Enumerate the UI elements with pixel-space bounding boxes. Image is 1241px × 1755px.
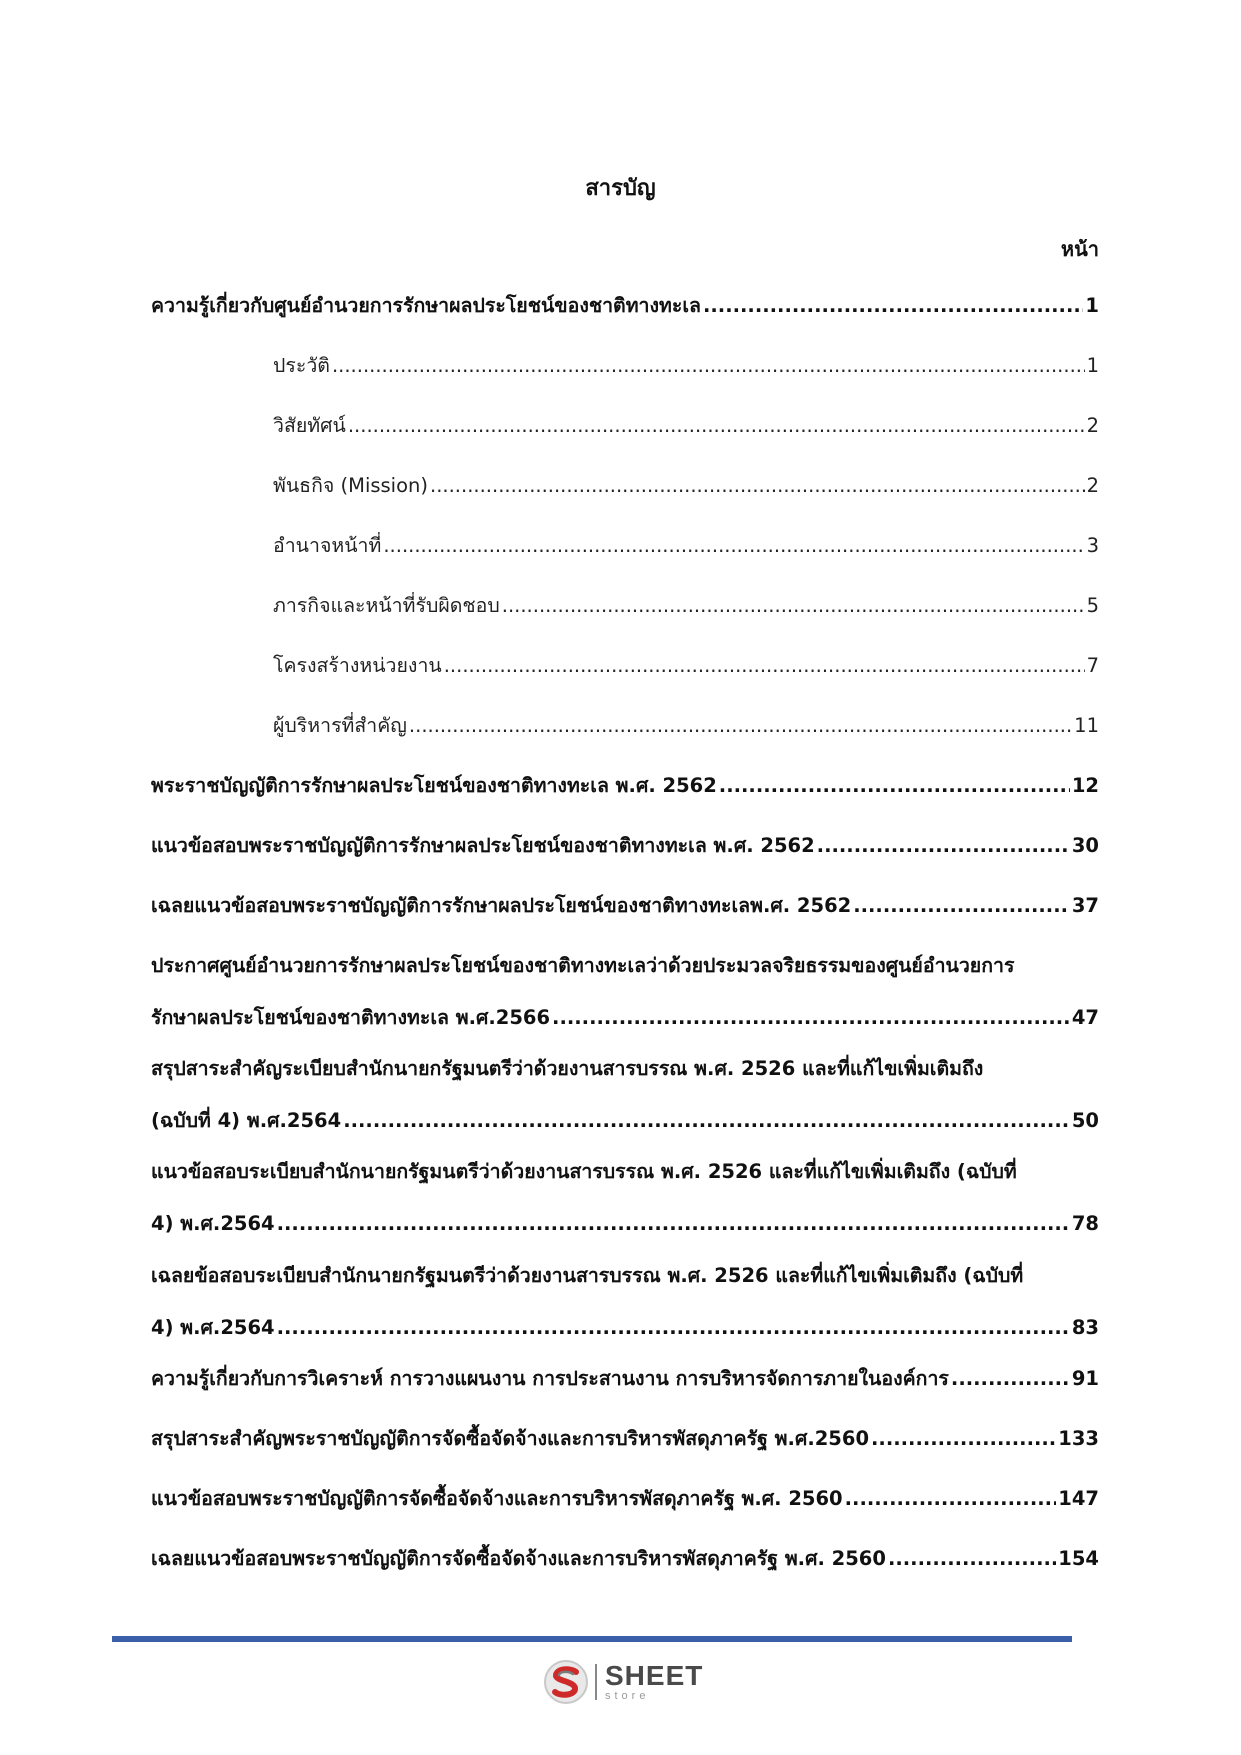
toc-entry-page: 50 bbox=[1071, 1109, 1099, 1132]
dot-leader bbox=[277, 1302, 1070, 1354]
toc-entry-text: แนวข้อสอบระเบียบสำนักนายกรัฐมนตรีว่าด้วยงานสารบรรณ พ.ศ. 2526 และที่แก้ไขเพิ่มเติมถึง (ฉบับที่ bbox=[151, 1160, 1017, 1183]
toc-entry-text: ผู้บริหารที่สำคัญ bbox=[273, 714, 407, 737]
toc-subentry[interactable] bbox=[273, 520, 1099, 572]
toc-entry-page: 47 bbox=[1071, 1006, 1099, 1029]
toc-entry-text: สรุปสาระสำคัญพระราชบัญญัติการจัดซื้อจัดจ้างและการบริหารพัสดุภาครัฐ พ.ศ.2560 bbox=[151, 1427, 870, 1450]
dot-leader bbox=[277, 1198, 1070, 1250]
dot-leader bbox=[430, 460, 1085, 512]
dot-leader bbox=[552, 992, 1070, 1044]
toc-entry[interactable] bbox=[151, 1413, 1099, 1465]
toc-entry-page: 3 bbox=[1086, 534, 1099, 557]
toc-entry-text: สรุปสาระสำคัญระเบียบสำนักนายกรัฐมนตรีว่าด้วยงานสารบรรณ พ.ศ. 2526 และที่แก้ไขเพิ่มเติมถึง bbox=[151, 1057, 984, 1080]
dot-leader bbox=[348, 400, 1085, 452]
dot-leader bbox=[888, 1533, 1056, 1585]
sheet-store-s-icon bbox=[543, 1659, 589, 1705]
toc-entry[interactable] bbox=[151, 1473, 1099, 1525]
dot-leader bbox=[719, 760, 1070, 812]
toc-subentry[interactable] bbox=[273, 340, 1099, 392]
brand-word: SHEET bbox=[605, 1660, 704, 1691]
toc-entry-text: 4) พ.ศ.2564 bbox=[151, 1212, 275, 1235]
toc-entry-text: พันธกิจ (Mission) bbox=[273, 474, 429, 497]
toc-entry-page: 147 bbox=[1058, 1487, 1099, 1510]
toc-entry[interactable] bbox=[151, 1146, 1099, 1250]
toc-entry-text: 4) พ.ศ.2564 bbox=[151, 1316, 275, 1339]
toc-entry-text: ความรู้เกี่ยวกับการวิเคราะห์ การวางแผนงาน การประสานงาน การบริหารจัดการภายในองค์การ bbox=[151, 1367, 949, 1390]
toc-entry-text: อำนาจหน้าที่ bbox=[273, 534, 382, 557]
toc-entry-text: ความรู้เกี่ยวกับศูนย์อำนวยการรักษาผลประโยชน์ของชาติทางทะเล bbox=[151, 294, 701, 317]
page-title: สารบัญ bbox=[585, 176, 656, 201]
dot-leader bbox=[444, 640, 1085, 692]
toc-entry[interactable] bbox=[151, 1250, 1099, 1354]
dot-leader bbox=[845, 1473, 1057, 1525]
toc-entry-page: 12 bbox=[1071, 774, 1099, 797]
toc-entry-text: เฉลยข้อสอบระเบียบสำนักนายกรัฐมนตรีว่าด้วยงานสารบรรณ พ.ศ. 2526 และที่แก้ไขเพิ่มเติมถึง (ฉบับที่ bbox=[151, 1264, 1024, 1287]
toc-entry-page: 37 bbox=[1071, 894, 1099, 917]
toc-entry[interactable] bbox=[151, 1533, 1099, 1585]
dot-leader bbox=[332, 340, 1085, 392]
toc-entry-text: ประกาศศูนย์อำนวยการรักษาผลประโยชน์ของชาติทางทะเลว่าด้วยประมวลจริยธรรมของศูนย์อำนวยการ bbox=[151, 954, 1015, 977]
sheet-store-logo bbox=[543, 1660, 703, 1704]
toc-entry-page: 154 bbox=[1058, 1547, 1099, 1570]
dot-leader bbox=[502, 580, 1085, 632]
toc-entry[interactable] bbox=[151, 820, 1099, 872]
toc-entry-text: วิสัยทัศน์ bbox=[273, 414, 346, 437]
logo-separator bbox=[595, 1664, 597, 1700]
dot-leader bbox=[817, 820, 1070, 872]
toc-entry-page: 11 bbox=[1074, 714, 1099, 737]
toc-entry-page: 133 bbox=[1058, 1427, 1099, 1450]
toc-entry[interactable] bbox=[151, 1043, 1099, 1147]
brand-sub: store bbox=[605, 1690, 650, 1702]
toc-subentry[interactable] bbox=[273, 640, 1099, 692]
dot-leader bbox=[343, 1095, 1070, 1147]
dot-leader bbox=[409, 700, 1072, 752]
toc-subentry[interactable] bbox=[273, 700, 1099, 752]
toc-entry-page: 78 bbox=[1071, 1212, 1099, 1235]
toc-entry-page: 91 bbox=[1071, 1367, 1099, 1390]
toc-entry-page: 7 bbox=[1086, 654, 1099, 677]
toc-entry-text: โครงสร้างหน่วยงาน bbox=[273, 654, 442, 677]
page-column-label: หน้า bbox=[1060, 237, 1099, 261]
toc-entry-text: เฉลยแนวข้อสอบพระราชบัญญัติการจัดซื้อจัดจ้างและการบริหารพัสดุภาครัฐ พ.ศ. 2560 bbox=[151, 1547, 886, 1570]
dot-leader bbox=[703, 280, 1083, 332]
toc-entry-page: 5 bbox=[1086, 594, 1099, 617]
toc-subentry[interactable] bbox=[273, 580, 1099, 632]
toc-entry-page: 2 bbox=[1086, 414, 1099, 437]
dot-leader bbox=[951, 1353, 1070, 1405]
toc-entry[interactable] bbox=[151, 880, 1099, 932]
toc-entry-page: 1 bbox=[1086, 354, 1099, 377]
toc-entry-page: 83 bbox=[1071, 1316, 1099, 1339]
toc-entry[interactable] bbox=[151, 280, 1099, 332]
toc-entry[interactable] bbox=[151, 760, 1099, 812]
toc-entry-page: 30 bbox=[1071, 834, 1099, 857]
toc-entry-text: ประวัติ bbox=[273, 354, 330, 377]
toc-entry-text: รักษาผลประโยชน์ของชาติทางทะเล พ.ศ.2566 bbox=[151, 1006, 551, 1029]
dot-leader bbox=[871, 1413, 1056, 1465]
toc-entry-page: 1 bbox=[1085, 294, 1099, 317]
toc-entry-text: เฉลยแนวข้อสอบพระราชบัญญัติการรักษาผลประโยชน์ของชาติทางทะเลพ.ศ. 2562 bbox=[151, 894, 852, 917]
dot-leader bbox=[853, 880, 1070, 932]
toc-subentry[interactable] bbox=[273, 460, 1099, 512]
toc-entry-text: พระราชบัญญัติการรักษาผลประโยชน์ของชาติทางทะเล พ.ศ. 2562 bbox=[151, 774, 717, 797]
toc-entry[interactable] bbox=[151, 940, 1099, 1044]
footer-rule bbox=[112, 1636, 1072, 1642]
toc-entry-text: แนวข้อสอบพระราชบัญญัติการจัดซื้อจัดจ้างและการบริหารพัสดุภาครัฐ พ.ศ. 2560 bbox=[151, 1487, 843, 1510]
toc-entry-page: 2 bbox=[1086, 474, 1099, 497]
toc-entry-text: ภารกิจและหน้าที่รับผิดชอบ bbox=[273, 594, 500, 617]
toc-entry-text: (ฉบับที่ 4) พ.ศ.2564 bbox=[151, 1109, 342, 1132]
toc-entry[interactable] bbox=[151, 1353, 1099, 1405]
dot-leader bbox=[383, 520, 1084, 572]
toc-subentry[interactable] bbox=[273, 400, 1099, 452]
toc-entry-text: แนวข้อสอบพระราชบัญญัติการรักษาผลประโยชน์ของชาติทางทะเล พ.ศ. 2562 bbox=[151, 834, 815, 857]
